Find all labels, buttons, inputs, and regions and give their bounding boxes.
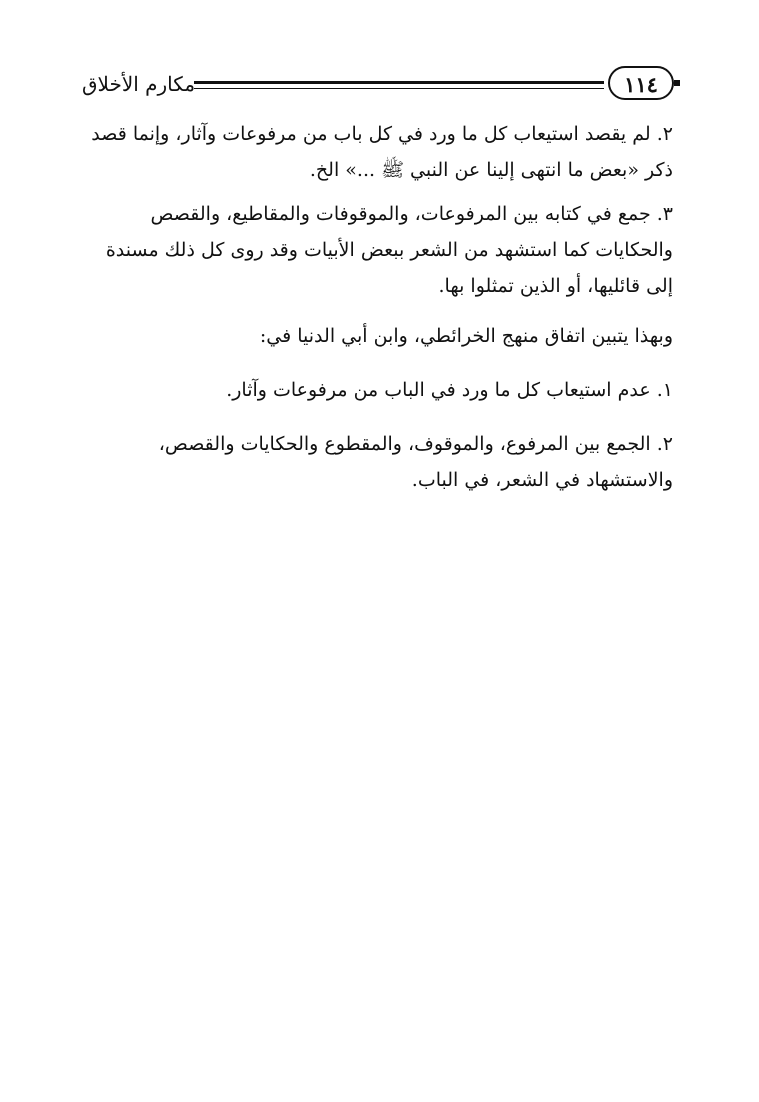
paragraph-text: وبهذا يتبين اتفاق منهج الخرائطي، وابن أبي الدنيا في: <box>259 325 673 347</box>
list-item <box>83 116 673 188</box>
list-item-text: ٣. جمع في كتابه بين المرفوعات، والموقوفات والمقاطيع، والقصص والحكايات كما استشهد من الشعر ببعض الأبيات وقد روى كل ذلك مسندة إلى قائليها، أو الذين تمثلوا بها. <box>105 203 673 297</box>
list-item-text: ٢. لم يقصد استيعاب كل ما ورد في كل باب من مرفوعات وآثار، وإنما قصد ذكر «بعض ما انتهى إلينا عن النبي ﷺ ...» الخ. <box>91 123 673 181</box>
header-rule-thin <box>194 88 604 89</box>
running-title: مكارم الأخلاق <box>82 72 196 96</box>
list-item <box>83 196 673 304</box>
list-item <box>83 372 673 408</box>
paragraph <box>83 318 673 354</box>
list-item-text: ٢. الجمع بين المرفوع، والموقوف، والمقطوع والحكايات والقصص، والاستشهاد في الشعر، في الباب. <box>158 433 673 491</box>
list-item-text: ١. عدم استيعاب كل ما ورد في الباب من مرفوعات وآثار. <box>226 379 673 401</box>
list-item <box>83 426 673 498</box>
header-rule-thick <box>194 81 604 84</box>
page-number: ١١٤ <box>608 66 674 100</box>
page-header <box>82 64 674 106</box>
